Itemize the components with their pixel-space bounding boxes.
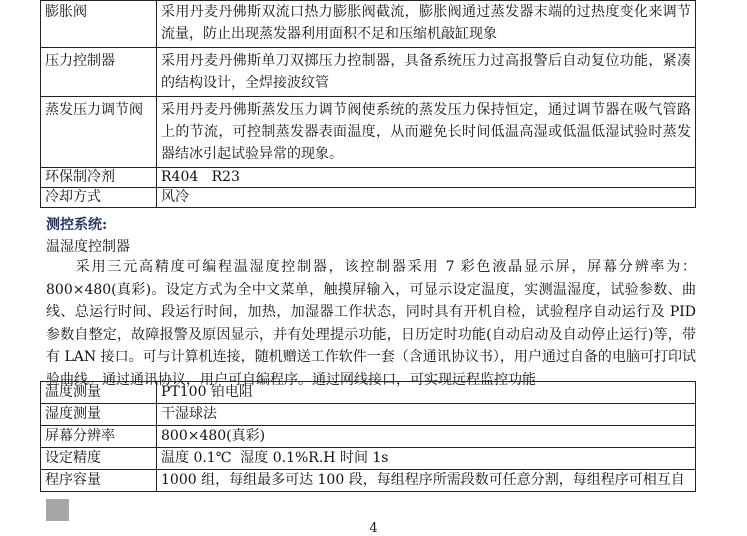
paragraph-text: 采用三元高精度可编程温湿度控制器，该控制器采用 7 彩色液晶显示屏，屏幕分辨率为：800×480(真彩)。设定方式为全中文菜单，触摸屏输入，可显示设定温度，实测温湿度，试验参数、曲线、总运行时间、段运行时间，加热，加湿器工作状态，同时具有开机自检，试验程序自动运行及 PID 参数自整定，故障报警及原因显示，并有处理提示功能，日历定时功能(自动启动及自动停止运行)等，带有 LAN 接口。可与计算机连接，随机赠送工作软件一套（含通讯协议书），用户通过自备的电脑可打印试验曲线。通过通讯协议，用户可自编程序。通过网线接口，可实现远程监控功能 [46, 259, 696, 388]
row-value: 采用丹麦丹佛斯双流口热力膨胀阀截流，膨胀阀通过蒸发器末端的过热度变化来调节流量，防止出现蒸发器利用面积不足和压缩机敲缸现象 [157, 1, 696, 48]
row-key: 冷却方式 [41, 188, 157, 208]
table-row [41, 97, 696, 168]
row-value: 1000 组，每组最多可达 100 段，每组程序所需段数可任意分割，每组程序可相互自 [157, 470, 696, 492]
section-title: 测控系统: [46, 217, 108, 233]
row-value: PT100 铂电阻 [157, 382, 696, 404]
spec-table-bottom [40, 381, 696, 492]
row-key: 湿度测量 [41, 404, 157, 426]
row-key: 压力控制器 [41, 48, 157, 97]
row-value: 风冷 [157, 188, 696, 208]
row-key: 膨胀阀 [41, 1, 157, 48]
row-key: 蒸发压力调节阀 [41, 97, 157, 168]
row-key: 设定精度 [41, 448, 157, 470]
table-row [41, 426, 696, 448]
gray-square-mark [46, 499, 69, 521]
table-row [41, 1, 696, 48]
page-number: 4 [369, 521, 378, 536]
row-key: 屏幕分辨率 [41, 426, 157, 448]
table-row [41, 188, 696, 208]
row-value: 采用丹麦丹佛斯蒸发压力调节阀使系统的蒸发压力保持恒定，通过调节器在吸气管路上的节流，可控制蒸发器表面温度，从而避免长时间低温高湿或低温低湿试验时蒸发器结冰引起试验异常的现象。 [157, 97, 696, 168]
table-row [41, 48, 696, 97]
table-row [41, 448, 696, 470]
row-value: R404 R23 [157, 168, 696, 188]
table-row [41, 168, 696, 188]
spec-table-top [40, 0, 696, 208]
table-row [41, 404, 696, 426]
row-value: 干湿球法 [157, 404, 696, 426]
row-key: 温度测量 [41, 382, 157, 404]
table-row [41, 470, 696, 492]
row-key: 程序容量 [41, 470, 157, 492]
row-value: 温度 0.1℃ 湿度 0.1%R.H 时间 1s [157, 448, 696, 470]
row-value: 采用丹麦丹佛斯单刀双掷压力控制器，具备系统压力过高报警后自动复位功能，紧凑的结构设计，全焊接波纹管 [157, 48, 696, 97]
section-paragraph [46, 256, 696, 392]
section-subtitle: 温湿度控制器 [46, 239, 130, 255]
row-value: 800×480(真彩) [157, 426, 696, 448]
row-key: 环保制冷剂 [41, 168, 157, 188]
table-row [41, 382, 696, 404]
